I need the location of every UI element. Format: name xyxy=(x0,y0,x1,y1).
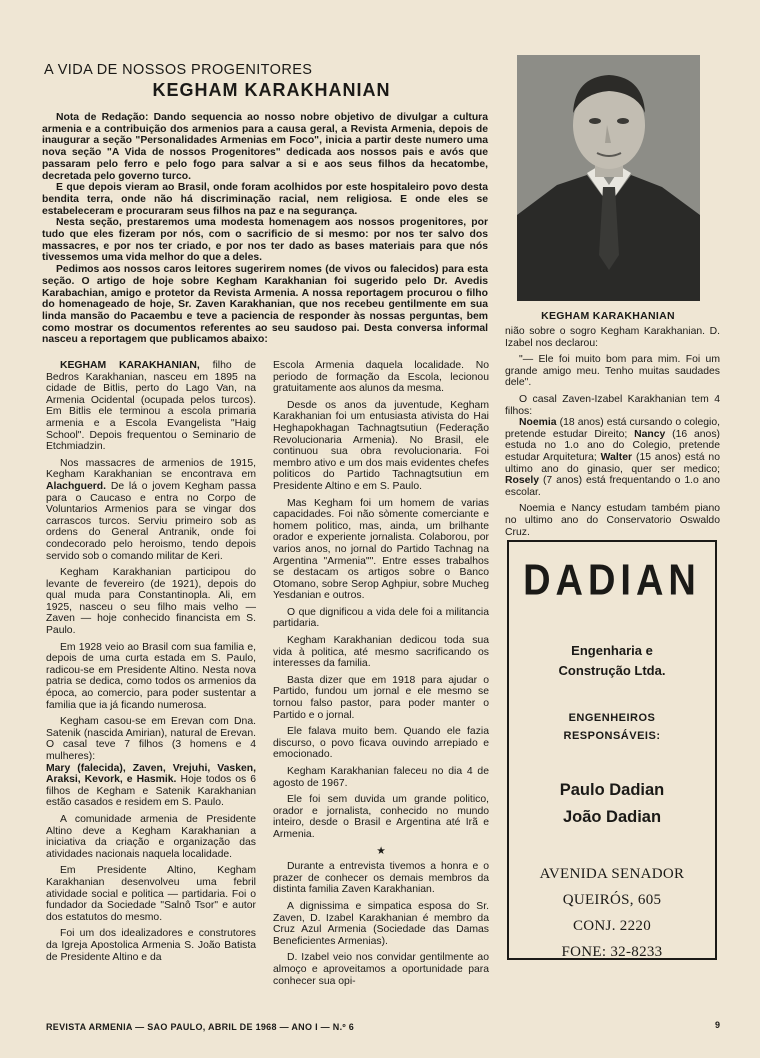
intro-paragraph: E que depois vieram ao Brasil, onde foram acolhidos por este hospitaleiro povo desta bendita terra, onde não há discriminação racial, nem religiosa. E onde eles se estabeleceram e procuraram seus filhos na paz e na segurança. xyxy=(42,182,488,217)
paragraph: Kegham Karakhanian faleceu no dia 4 de agosto de 1967. xyxy=(273,766,489,789)
intro-paragraph: Pedimos aos nossos caros leitores sugerirem nomes (de vivos ou falecidos) para esta seção. O artigo de hoje sobre Kegham Karakhanian foi sugerido pelo Dr. Avedis Karabachian, amigo e protetor da Revista Armenia. A nossa reportagem procurou o filho do homenageado de hoje, Sr. Zaven Karakhanian, que nos recebeu gentilmente em sua linda mansão do Pacaembu e teve a paciencia de responder às nossas perguntas, bem como mostrar os documentos referentes ao seu saudoso pai. Desta conversa informal nasceu a reportagem que publicamos abaixo: xyxy=(42,264,488,346)
paragraph: Basta dizer que em 1918 para ajudar o Partido, fundou um jornal e ele mesmo se tornou falso pastor, para poder manter o Partido e o jornal. xyxy=(273,674,489,721)
paragraph: O que dignificou a vida dele foi a militancia partidaria. xyxy=(273,606,489,630)
page-number: 9 xyxy=(715,1020,721,1030)
section-separator: ★ xyxy=(376,845,386,857)
portrait-photo xyxy=(517,55,700,301)
article-title: KEGHAM KARAKHANIAN xyxy=(152,80,391,100)
ad-company-type: Engenharia e Construção Ltda. xyxy=(558,643,666,678)
ad-address: AVENIDA SENADOR QUEIRÓS, 605 CONJ. 2220 FONE: 32-8233 xyxy=(539,866,685,960)
editorial-note xyxy=(42,112,488,346)
paragraph: Mary (falecida), Zaven, Vrejuhi, Vasken, Araksi, Kevork, e Hasmik. Hoje todos os 6 filhos de Kegham e Satenik Karakhanian estão casados e residem em S. Paulo. xyxy=(46,762,256,809)
photo-caption: KEGHAM KARAKHANIAN xyxy=(541,310,675,322)
article-column-3 xyxy=(505,326,720,543)
paragraph: Noemia e Nancy estudam também piano no ultimo ano do Conservatorio Oswaldo Cruz. xyxy=(505,503,720,538)
ad-engineers-heading: ENGENHEIROS RESPONSÁVEIS: xyxy=(563,712,661,742)
paragraph: "— Ele foi muito bom para mim. Foi um grande amigo meu. Tenho muitas saudades dele". xyxy=(505,354,720,389)
article-column-2 xyxy=(273,360,489,992)
paragraph: Em Presidente Altino, Kegham Karakhanian desenvolveu uma febril atividade social e politica — partidaria. Foi o fundador da Sociedade "Salnô Tsor" e autor dos estatutos do mesmo. xyxy=(46,865,256,923)
paragraph: Mas Kegham foi um homem de varias capacidades. Foi não sòmente comerciante e homem politico, mas, ainda, um brilhante orador e experiente jornalista. Colaborou, por varios anos, no jornal do Partido Tachnag na Argentina "Armenia"". Entre esses trabalhos se destacam os artigos sobre o Banco Otomano, sobre Serop Aghpiur, sobre Mucheg Yesdanian e outros. xyxy=(273,497,489,602)
intro-paragraph: Nota de Redação: Dando sequencia ao nosso nobre objetivo de divulgar a cultura armenia e a contribuição dos armenios para a causa geral, a Revista Armenia, depois de inaugurar a seção "Personalidades Armenias em Foco", inicia a partir deste numero uma nova seção "A Vida de nossos Progenitores" dedicada aos nossos pais e avós que passaram pelo ferro e pelo fogo para salvar a si e aos seus filhos da hecatombe, decretada pelo governo turco. xyxy=(42,112,488,182)
paragraph: Ele falava muito bem. Quando ele fazia discurso, o povo ficava ouvindo arrepiado e emocionado. xyxy=(273,726,489,761)
paragraph: Nos massacres de armenios de 1915, Kegham Karakhanian se encontrava em Alachguerd. De lá o jovem Kegham passa para o Caucaso e entra no Corpo de Voluntarios Armenios para se vingar dos carrascos turcos. Serviu primeiro sob as ordens do General Antranik, onde foi condecorado pelo heroismo, tendo depois servido sob o comando militar de Keri. xyxy=(46,457,256,562)
paragraph: Ele foi sem duvida um grande politico, orador e jornalista, conhecido no mundo inteiro, desde o Brasil e Argentina até Irã e Armenia. xyxy=(273,794,489,840)
paragraph: A comunidade armenia de Presidente Altino deve a Kegham Karakhanian a iniciativa da criação e organização das atividades nacionais naquela localidade. xyxy=(46,813,256,860)
paragraph: Foi um dos idealizadores e construtores da Igreja Apostolica Armenia S. João Batista de Presidente Altino e da xyxy=(46,928,256,963)
paragraph: Kegham Karakhanian participou do levante de fevereiro (de 1921), depois do qual muda para Constantinopla. Ali, em 1925, nasceu o seu filho mais velho — Zaven — hoje conhecido financista em S. Paulo. xyxy=(46,567,256,637)
paragraph: Desde os anos da juventude, Kegham Karakhanian foi um entusiasta ativista do Hai Heghapokhagan Tachnagtsutiun (Federação Revolucionaria Armenia). No Brasil, ele continuou sua obra revolucionaria. Foi membro ativo e um dos mais evidentes chefes politicos do Partido Tachnagtsutiun em Presidente Altino e em S. Paulo. xyxy=(273,399,489,492)
paragraph: Durante a entrevista tivemos a honra e o prazer de conhecer os demais membros da distinta familia Zaven Karakhanian. xyxy=(273,861,489,896)
ad-brand: DADIAN xyxy=(523,556,701,606)
paragraph: O casal Zaven-Izabel Karakhanian tem 4 filhos: xyxy=(505,393,720,417)
paragraph: D. Izabel veio nos convidar gentilmente ao almoço e aproveitamos a oportunidade para conhecer sua opi- xyxy=(273,952,489,987)
ad-engineer-names: Paulo Dadian João Dadian xyxy=(559,781,665,826)
dadian-advertisement xyxy=(507,540,717,960)
article-column-1 xyxy=(46,360,256,968)
page-footer: REVISTA ARMENIA — SAO PAULO, ABRIL DE 1968 — ANO I — N.º 6 xyxy=(46,1022,355,1032)
paragraph: Em 1928 veio ao Brasil com sua familia e, depois de uma curta estada em S. Paulo, radicou-se em Presidente Altino. Nesta nova patria se dedica, como todos os armenios da época, ao comercio, para poder sustentar a familia que ia já ficando numerosa. xyxy=(46,641,256,711)
paragraph: nião sobre o sogro Kegham Karakhanian. D. Izabel nos declarou: xyxy=(505,326,720,349)
paragraph: A dignissima e simpatica esposa do Sr. Zaven, D. Izabel Karakhanian é membro da Cruz Azul Armenia (Sociedade das Damas Beneficientes Armenias). xyxy=(273,900,489,947)
intro-paragraph: Nesta seção, prestaremos uma modesta homenagem aos nossos progenitores, por tudo que eles fizeram por nós, com o sacrificio de si mesmo: por nos ter salvo dos massacres, e por nos ter criado, e por nos ter dado as bases materiais para que nós tivessemos uma vida melhor do que a deles. xyxy=(42,217,488,264)
paragraph: Kegham Karakhanian dedicou toda sua vida à politica, até mesmo sacrificando os interesses da familia. xyxy=(273,635,489,670)
paragraph: Kegham casou-se em Erevan com Dna. Satenik (nascida Amirian), natural de Erevan. O casal teve 7 filhos (3 homens e 4 mulheres): xyxy=(46,716,256,762)
paragraph: KEGHAM KARAKHANIAN, filho de Bedros Karakhanian, nasceu em 1895 na cidade de Bitlis, perto do Lago Van, na Armenia Ocidental (ocupada pelos turcos). Em Bitlis ele terminou a escola primaria armenia e a Escola Evangelista "Haig School". Depois frequentou o Seminario de Etchmiadzin. xyxy=(46,360,256,453)
portrait-illustration xyxy=(517,55,700,301)
lead-name: KEGHAM KARAKHANIAN, xyxy=(60,360,200,371)
children-paragraph: Noemia (18 anos) está cursando o colegio, pretende estudar Direito; Nancy (16 anos) estuda no 1.o ano do Colegio, pretende estudar Arquitetura; Walter (15 anos) está no ultimo ano do ginasio, quer ser medico; Rosely (7 anos) está frequentando o 1.o ano escolar. xyxy=(505,417,720,498)
paragraph: Escola Armenia daquela localidade. No periodo de formação da Escola, lecionou gratuitamente aos alunos da mesma. xyxy=(273,360,489,395)
section-kicker: A VIDA DE NOSSOS PROGENITORES xyxy=(44,62,313,78)
